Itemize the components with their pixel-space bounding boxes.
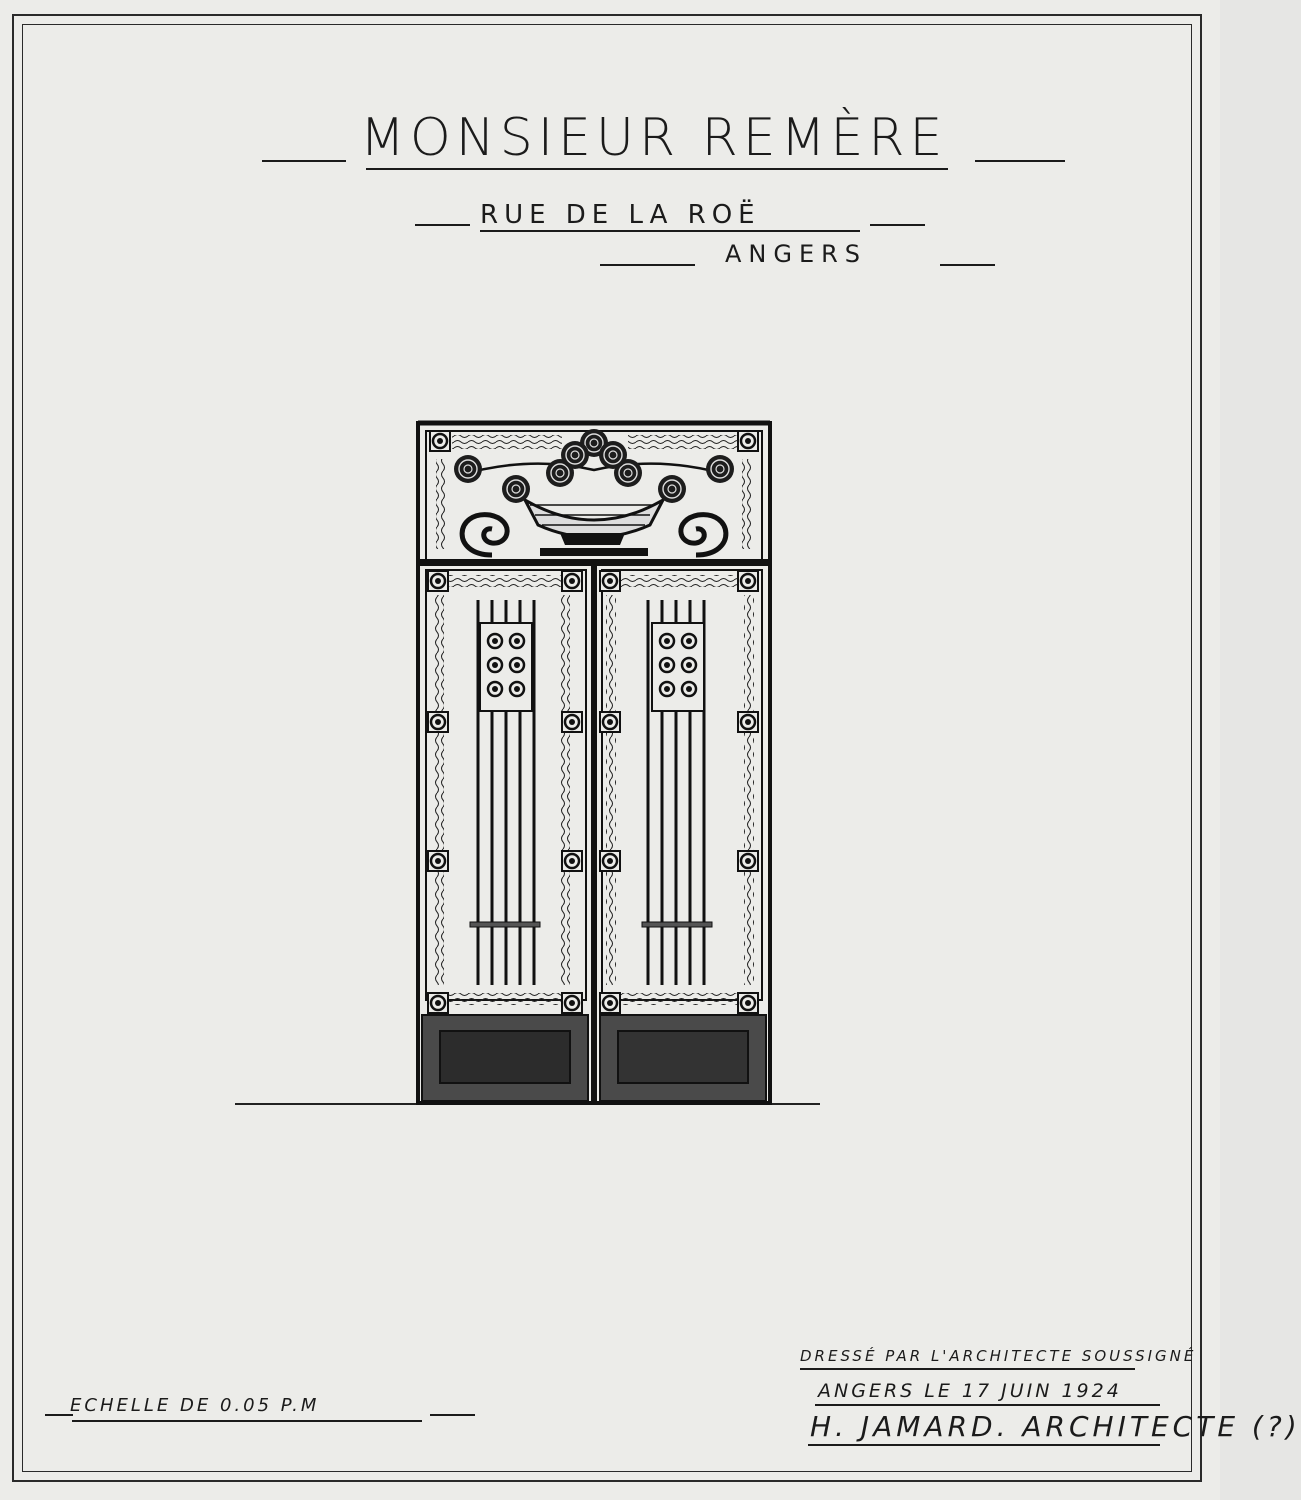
street-label: RUE DE LA ROË — [480, 200, 761, 230]
signature-line-2: ANGERS LE 17 JUIN 1924 — [818, 1380, 1122, 1402]
signature-rule-2 — [815, 1404, 1160, 1406]
gate-elevation-drawing — [230, 415, 830, 1115]
signature-line-1: DRESSÉ PAR L'ARCHITECTE SOUSSIGNÉ — [800, 1347, 1197, 1365]
scale-dash-left — [45, 1414, 73, 1416]
city-dash-right — [940, 264, 995, 266]
client-underline — [366, 168, 948, 170]
city-label: ANGERS — [725, 240, 868, 268]
scale-note: ECHELLE DE 0.05 P.M — [70, 1395, 320, 1416]
signature-rule-3 — [808, 1444, 1160, 1446]
title-dash-right — [975, 160, 1065, 162]
street-dash-left — [415, 224, 470, 226]
street-dash-right — [870, 224, 925, 226]
city-dash-left — [600, 264, 695, 266]
signature-line-3: H. JAMARD. ARCHITECTE (?) — [810, 1410, 1301, 1443]
street-underline — [480, 230, 860, 232]
title-dash-left — [262, 160, 346, 162]
client-title: MONSIEUR REMÈRE — [360, 108, 948, 168]
scale-underline — [72, 1420, 422, 1422]
scale-dash-right — [430, 1414, 475, 1416]
signature-rule-1 — [800, 1368, 1135, 1370]
